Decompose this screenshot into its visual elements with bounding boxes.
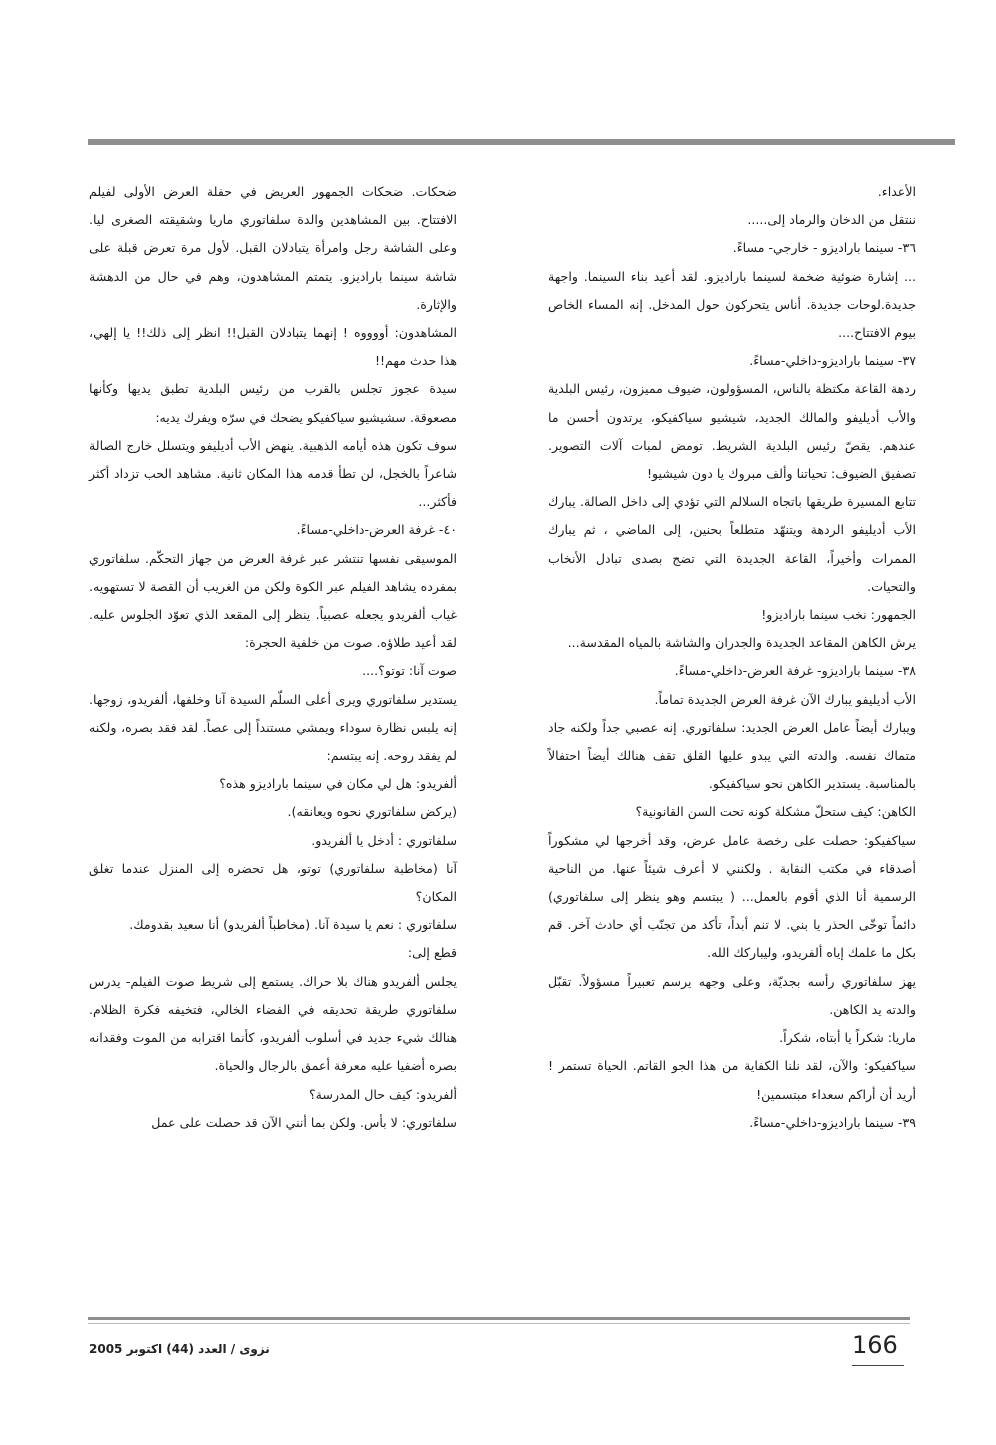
- page-number-underline: [852, 1365, 904, 1366]
- paragraph: ضحكات. ضحكات الجمهور العريض في حفلة العرض الأولى لفيلم الافتتاح. بين المشاهدين والدة سلفاتوري ماريا وشقيقته الصغرى ليا. وعلى الشاشة رجل وامرأة يتبادلان القبل. لأول مرة تعرض قبلة على شاشة سينما باراديزو. يتمتم المشاهدون، وهم في حال من الدهشة والإثارة.: [89, 184, 457, 312]
- paragraph: ردهة القاعة مكتظة بالناس، المسؤولون، ضيوف مميزون، رئيس البلدية والأب أديليفو والمالك الجديد، شيشيو سياكفيكو، يرتدون أحسن ما عندهم. يقصّ رئيس البلدية الشريط. تومض لمبات آلات التصوير. تصفيق الضيوف: تحياتنا وألف مبروك يا دون شيشيو!: [548, 381, 916, 482]
- dialogue: سياكفيكو: حصلت على رخصة عامل عرض، وقد أخرجها لي مشكوراً أصدقاء في مكتب النقابة . ولكنني لا أعرف شيئاً عنها. من الناحية الرسمية أنا الذي أقوم بالعمل... ( يبتسم وهو ينظر إلى سلفاتوري) دائماً توخّى الحذر يا بني. لا تنم أبداً، تأكد من تجنّب أي حادث آخر. قم بكل ما علمك إياه ألفريدو، وليباركك الله.: [548, 832, 916, 961]
- paragraph: سيدة عجوز تجلس بالقرب من رئيس البلدية تطبق يديها وكأنها مصعوقة. سشيشيو سياكفيكو يضحك في سرّه ويفرك يديه:: [89, 381, 457, 425]
- paragraph: الأب أديليفو يبارك الآن غرفة العرض الجديدة تماماً.: [654, 691, 916, 707]
- dialogue: الجمهور: نخب سينما باراديزو!: [761, 607, 916, 623]
- paragraph: يستدير سلفاتوري ويرى أعلى السلّم السيدة آنا وخلفها، ألفريدو، زوجها. إنه يلبس نظارة سوداء ويمشي مستنداً إلى عصاً. لقد فقد بصره، ولكنه لم يفقد روحه. إنه يبتسم:: [89, 691, 457, 764]
- paragraph: ويبارك أيضاً عامل العرض الجديد: سلفاتوري. إنه عصبي جداً ولكنه جاد متماك نفسه. والدته التي يبدو عليها القلق تقف هنالك أيضاً احتفالاً بالمناسبة. يستدير الكاهن نحو سياكفيكو.: [548, 719, 916, 792]
- dialogue: المشاهدون: أووووه ! إنهما يتبادلان القبل!! انظر إلى ذلك!! يا إلهي، هذا حدث مهم!!: [89, 325, 457, 369]
- paragraph: تتابع المسيرة طريقها باتجاه السلالم التي تؤدي إلى داخل الصالة. يبارك الأب أديليفو الردهة ويتنهّد متطلعاً بحنين، إلى الماضي ، ثم يبارك الممرات وأخيراً، القاعة الجديدة التي تضج بصدى تبادل الأنخاب والتحيات.: [548, 494, 916, 594]
- paragraph: سوف تكون هذه أيامه الذهبية. ينهض الأب أديليفو ويتسلل خارج الصالة شاعراً بالخجل، لن تطأ قدمه هذا المكان ثانية. مشاهد الحب تزداد أكثر فأكثر...: [89, 437, 457, 510]
- paragraph: (يركض سلفاتوري نحوه ويعانقه).: [287, 804, 457, 820]
- dialogue: سلفاتوري : نعم يا سيدة آنا. (مخاطباً ألفريدو) أنا سعيد بقدومك.: [129, 917, 457, 933]
- footer-issue-line: نزوى / العدد (44) اكتوبر 2005: [89, 1342, 270, 1356]
- left-column: [89, 178, 457, 1137]
- dialogue: ألفريدو: هل لي مكان في سينما باراديزو هذه؟: [219, 776, 457, 792]
- dialogue: ألفريدو: كيف حال المدرسة؟: [308, 1086, 457, 1102]
- dialogue: الكاهن: كيف ستحلّ مشكلة كونه تحت السن القانونية؟: [635, 804, 916, 820]
- paragraph: الأعداء.: [877, 184, 916, 199]
- dialogue: ماريا: شكراً يا أبتاه، شكراً.: [779, 1030, 916, 1046]
- scene-heading: ٣٨- سينما باراديزو- غرفة العرض-داخلي-مساءً.: [674, 663, 916, 679]
- paragraph: ننتقل من الدخان والرماد إلى.....: [747, 212, 916, 228]
- top-rule: [88, 139, 955, 145]
- page-number: 166: [852, 1331, 898, 1359]
- scene-heading: ٣٦- سينما باراديزو - خارجي- مساءً.: [732, 240, 916, 256]
- paragraph: قطع إلى:: [407, 945, 457, 961]
- paragraph: يهز سلفاتوري رأسه بجديّة، وعلى وجهه يرسم تعبيراً مسؤولاً. تقبّل والدته يد الكاهن.: [548, 973, 916, 1017]
- dialogue: سياكفيكو: والآن، لقد نلنا الكفاية من هذا الجو القاتم. الحياة تستمر ! أريد أن أراكم سعداء مبتسمين!: [548, 1058, 916, 1102]
- dialogue: سلفاتوري : أدخل يا ألفريدو.: [311, 832, 457, 848]
- paragraph: ... إشارة ضوئية ضخمة لسينما باراديزو. لقد أعيد بناء السينما. واجهة جديدة.لوحات جديدة. أناس يتحركون حول المدخل. إنه المساء الخاص بيوم الافتتاح....: [548, 268, 916, 341]
- bottom-rule: [88, 1317, 910, 1320]
- paragraph: يرش الكاهن المقاعد الجديدة والجدران والشاشة بالمياه المقدسة...: [567, 635, 916, 651]
- scene-heading: ٣٩- سينما باراديزو-داخلي-مساءً.: [749, 1114, 916, 1130]
- dialogue: آنا (مخاطبة سلفاتوري) توتو، هل تحضره إلى المنزل عندما تغلق المكان؟: [89, 860, 457, 905]
- dialogue: سلفاتوري: لا بأس. ولكن بما أنني الآن قد حصلت على عمل: [151, 1114, 457, 1130]
- right-column: [548, 178, 916, 1137]
- dialogue: صوت آنا: توتو؟....: [362, 663, 457, 679]
- scene-heading: ٤٠- غرفة العرض-داخلي-مساءً.: [296, 522, 457, 538]
- bottom-rule-thin: [88, 1323, 910, 1324]
- scene-heading: ٣٧- سينما باراديزو-داخلي-مساءً.: [749, 353, 916, 369]
- paragraph: الموسيقى نفسها تنتشر عبر غرفة العرض من جهاز التحكّم. سلفاتوري بمفرده يشاهد الفيلم عبر الكوة ولكن من الغريب أن القصة لا تستهويه. غياب ألفريدو يجعله عصبياً. ينظر إلى المقعد الذي تعوّد الجلوس عليه. لقد أعيد طلاؤه. صوت من خلفية الحجرة:: [89, 550, 457, 651]
- paragraph: يجلس ألفريدو هناك بلا حراك. يستمع إلى شريط صوت الفيلم- يدرس سلفاتوري طريقة تحديقه في الفضاء الخالي، فتخيفه فكرة الظلام. هنالك شيء جديد في أسلوب ألفريدو، كأنما اقترابه من الموت وفقدانه بصره أضفيا عليه معرفة أعمق بالرجال والحياة.: [89, 973, 457, 1074]
